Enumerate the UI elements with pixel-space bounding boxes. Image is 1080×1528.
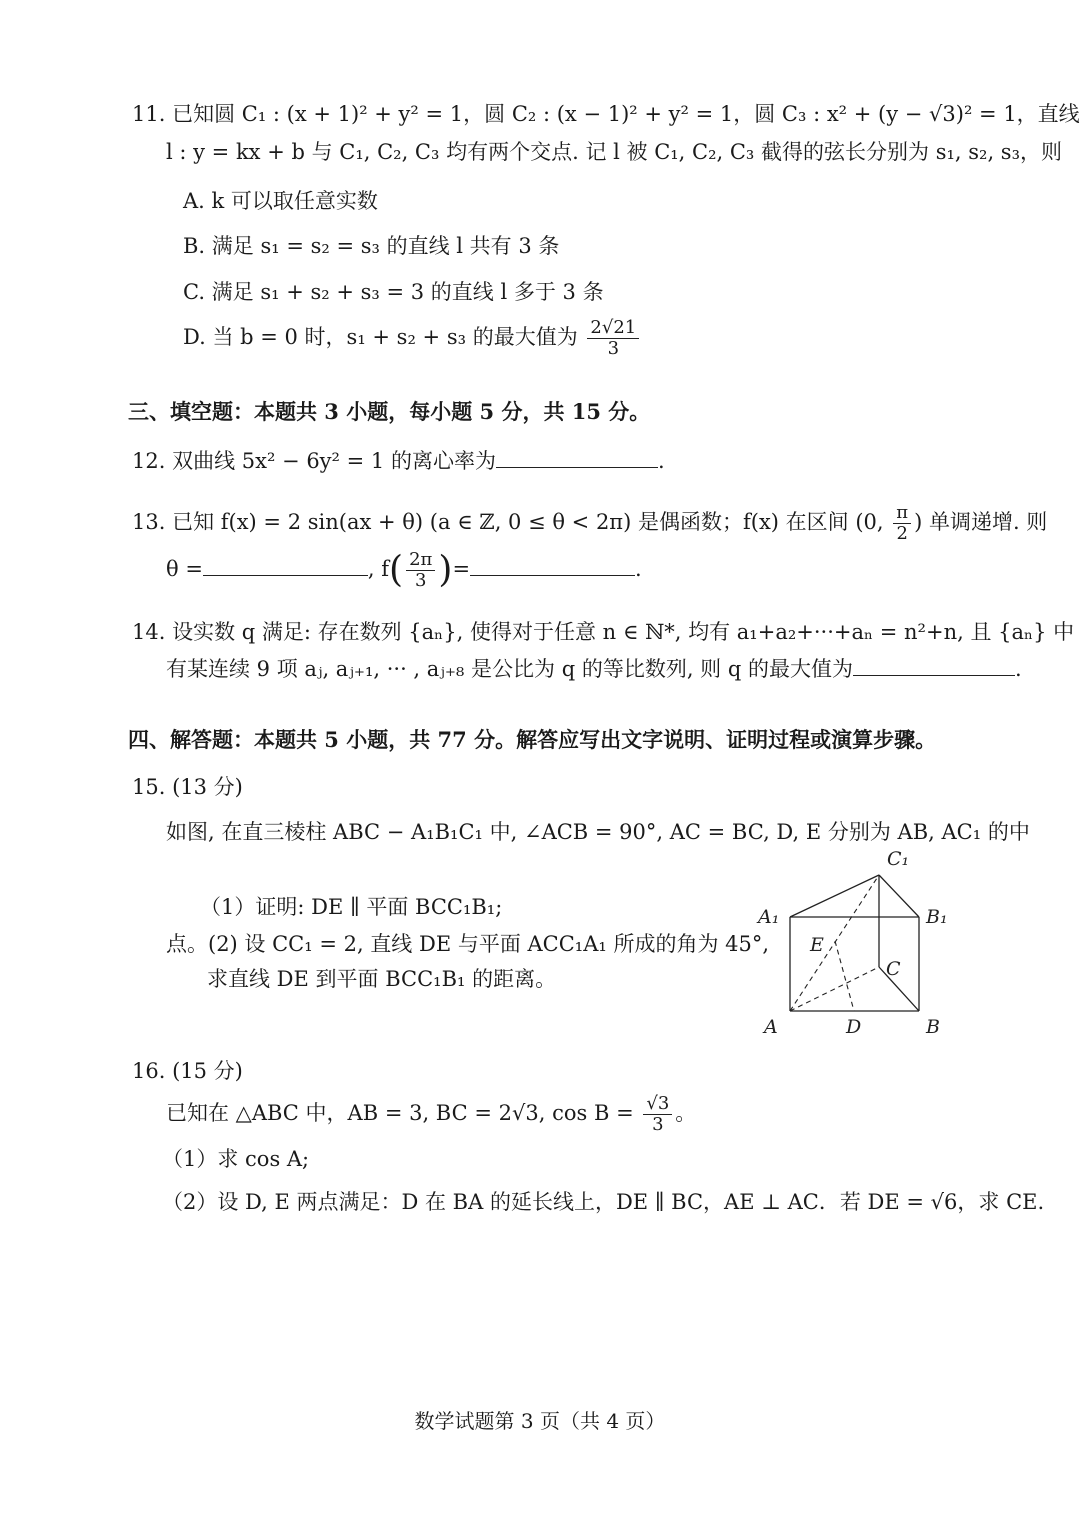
label-a1: A₁ — [758, 906, 780, 928]
fraction-denominator: 2 — [896, 523, 908, 544]
q11-option-d — [183, 315, 642, 359]
section-four-heading: 四、解答题：本题共 5 小题，共 77 分。解答应写出文字说明、证明过程或演算步骤。 — [128, 727, 937, 752]
fraction-denominator: 3 — [607, 338, 620, 359]
q15-part2: 点。(2) 设 CC₁ = 2, 直线 DE 与平面 ACC₁A₁ 所成的角为 45°, — [166, 932, 770, 956]
q16-text: 已知在 △ABC 中，AB = 3, BC = 2√3, cos B = — [166, 1101, 634, 1125]
label-a: A — [764, 1016, 778, 1038]
q13-equals: = — [452, 557, 471, 581]
answer-blank — [203, 555, 368, 576]
q14-line2 — [166, 655, 1022, 683]
q16-part1: （1）求 cos A; — [162, 1147, 310, 1171]
q11-option-b: B. 满足 s₁ = s₂ = s₃ 的直线 l 共有 3 条 — [183, 234, 560, 258]
q13-fraction-pi-over-2 — [893, 503, 911, 544]
label-d: D — [846, 1016, 862, 1038]
answer-blank — [470, 555, 635, 576]
q11-option-a: A. k 可以取任意实数 — [183, 189, 378, 213]
q14-text: 有某连续 9 项 aⱼ, aⱼ₊₁, ··· , aⱼ₊₈ 是公比为 q 的等比数列, 则 q 的最大值为 — [166, 657, 853, 681]
prism-figure — [752, 845, 962, 1045]
q13-period: . — [635, 557, 642, 581]
q16-text-end: 。 — [675, 1101, 697, 1125]
hidden-edge-a-c — [790, 967, 879, 1011]
q15-line1: 如图, 在直三棱柱 ABC − A₁B₁C₁ 中, ∠ACB = 90°, AC = BC, D, E 分别为 AB, AC₁ 的中 — [166, 820, 1030, 844]
q15-part1: （1）证明: DE ∥ 平面 BCC₁B₁; — [200, 895, 503, 919]
q12-period: . — [657, 449, 665, 473]
q14-period: . — [1014, 657, 1022, 681]
q13-text-end: ) 单调递增. 则 — [914, 510, 1048, 534]
page-footer: 数学试题第 3 页（共 4 页） — [414, 1409, 666, 1433]
q11-option-d-text: D. 当 b = 0 时，s₁ + s₂ + s₃ 的最大值为 — [183, 325, 578, 349]
q13-line2 — [166, 546, 642, 594]
fraction-denominator: 3 — [652, 1114, 664, 1135]
q15-header: 15. (13 分) — [132, 775, 243, 799]
answer-blank — [853, 655, 1015, 676]
fraction-denominator: 3 — [415, 570, 427, 591]
q11-line1: 11. 已知圆 C₁ : (x + 1)² + y² = 1，圆 C₂ : (x − 1)² + y² = 1，圆 C₃ : x² + (y − √3)² = 1，直线 — [132, 102, 1080, 126]
q16-line1 — [166, 1090, 696, 1136]
q13-fraction-2pi-over-3 — [406, 550, 435, 591]
q16-header: 16. (15 分) — [132, 1059, 243, 1083]
q16-fraction-cos-b — [643, 1094, 672, 1135]
label-c1: C₁ — [887, 848, 910, 870]
right-paren: ) — [438, 549, 453, 591]
q12-text: 12. 双曲线 5x² − 6y² = 1 的离心率为 — [132, 449, 496, 473]
q16-part2: （2）设 D, E 两点满足：D 在 BA 的延长线上，DE ∥ BC，AE ⊥ AC．若 DE = √6，求 CE. — [162, 1190, 1045, 1214]
q14-line1: 14. 设实数 q 满足: 存在数列 {aₙ}, 使得对于任意 n ∈ ℕ*, 均有 a₁+a₂+···+aₙ = n²+n, 且 {aₙ} 中 — [132, 620, 1075, 644]
q11-option-c: C. 满足 s₁ + s₂ + s₃ = 3 的直线 l 多于 3 条 — [183, 280, 604, 304]
edge-c1-b1 — [879, 875, 919, 917]
q15-part2b: 求直线 DE 到平面 BCC₁B₁ 的距离。 — [207, 967, 557, 991]
q13-theta: θ = — [166, 557, 203, 581]
left-paren: ( — [389, 549, 404, 591]
label-c: C — [886, 958, 901, 980]
fraction-numerator: 2√21 — [587, 318, 639, 339]
answer-blank — [496, 447, 658, 468]
label-b: B — [926, 1016, 940, 1038]
q11-line2: l : y = kx + b 与 C₁, C₂, C₃ 均有两个交点. 记 l 被 C₁, C₂, C₃ 截得的弦长分别为 s₁, s₂, s₃，则 — [166, 140, 1062, 164]
q11-option-d-fraction — [587, 318, 639, 359]
label-e: E — [810, 934, 824, 956]
fraction-numerator: 2π — [406, 550, 435, 571]
q13-line1 — [132, 500, 1047, 544]
q13-f: , f — [367, 557, 390, 581]
q13-text: 13. 已知 f(x) = 2 sin(ax + θ) (a ∈ ℤ, 0 ≤ θ < 2π) 是偶函数；f(x) 在区间 (0, — [132, 510, 884, 534]
q12-line — [132, 447, 665, 475]
fraction-numerator: √3 — [643, 1094, 672, 1115]
label-b1: B₁ — [926, 906, 948, 928]
fraction-numerator: π — [893, 503, 911, 524]
segment-d-e — [835, 941, 854, 1011]
section-three-heading: 三、填空题：本题共 3 小题，每小题 5 分，共 15 分。 — [128, 399, 651, 424]
